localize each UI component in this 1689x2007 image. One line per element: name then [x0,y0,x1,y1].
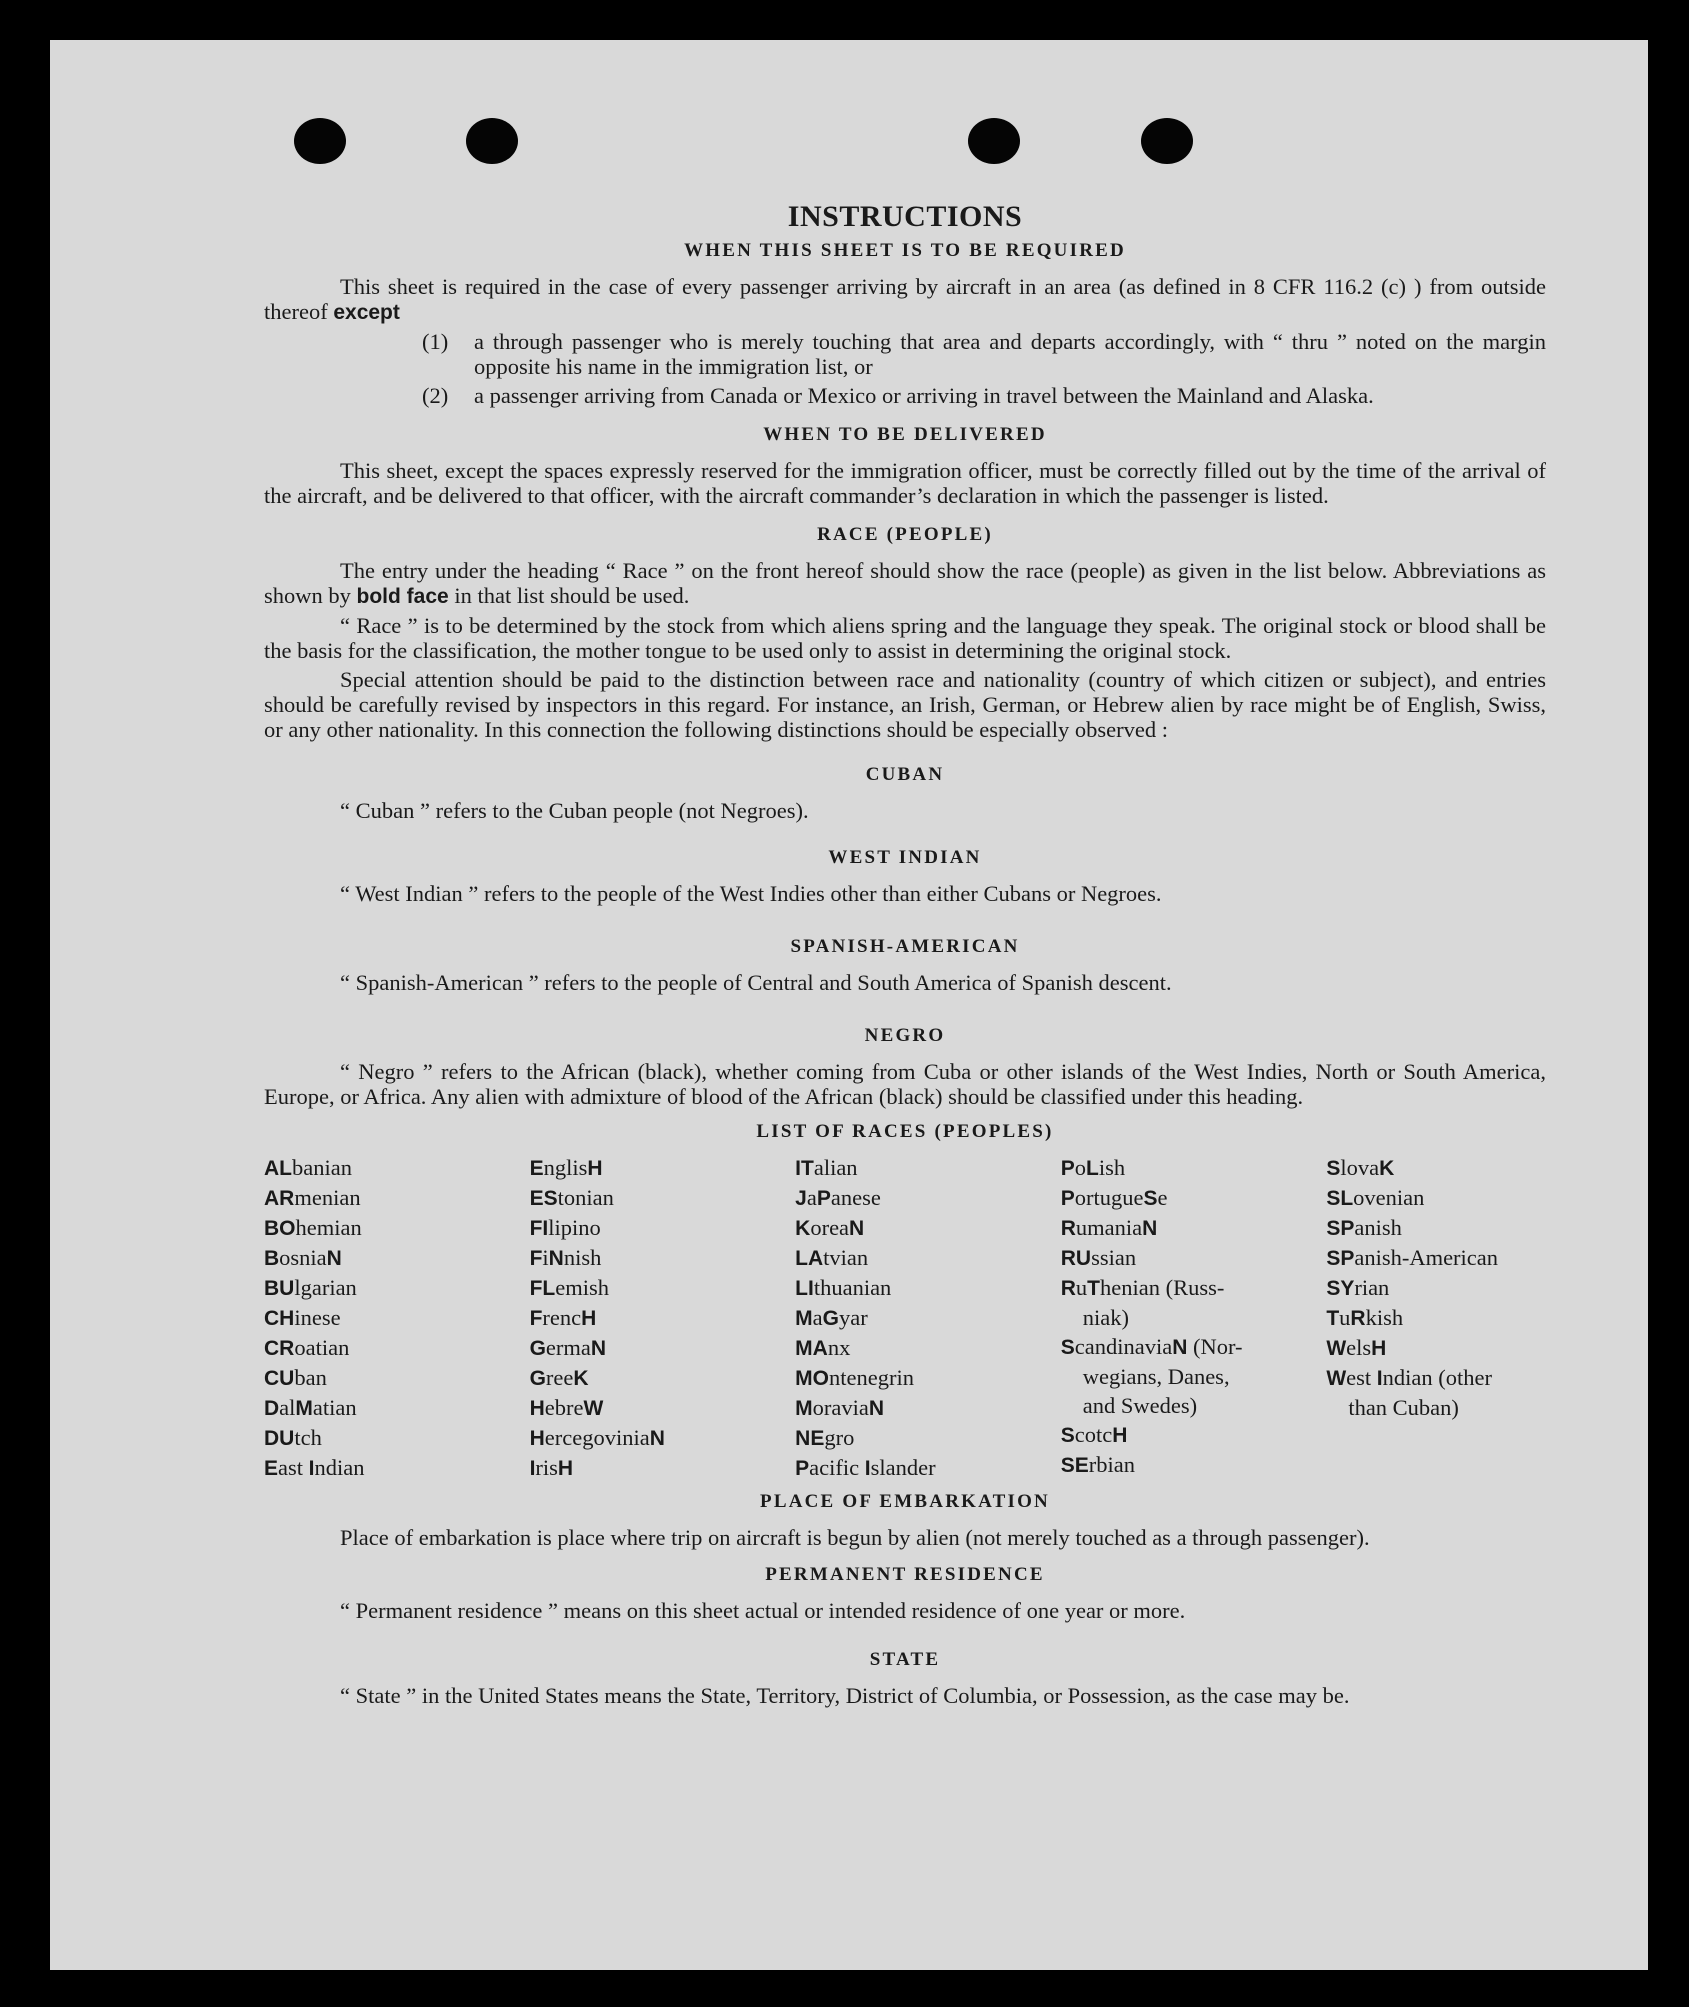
race-entry: DalMatian [264,1395,357,1420]
race-entry: MaGyar [795,1305,868,1330]
race-entry: TuRkish [1326,1305,1404,1330]
race-entry: RuThenian (Russ- niak) [1060,1275,1225,1330]
heading-negro: NEGRO [864,1025,946,1046]
race-entry: DUtch [264,1425,322,1450]
heading-when-delivered: WHEN TO BE DELIVERED [763,424,1047,445]
race-entry: KoreaN [795,1215,865,1240]
heading-race: RACE (PEOPLE) [817,524,993,545]
page-title: INSTRUCTIONS [787,200,1023,233]
heading-permanent-residence: PERMANENT RESIDENCE [765,1564,1045,1585]
race-entry: JaPanese [795,1185,881,1210]
race-entry: FIlipino [529,1215,601,1240]
race-column [795,1153,1061,1483]
race-entry: SPanish [1326,1215,1402,1240]
exception-item-1: (1) a through passenger who is merely touching that area and departs accordingly, with “ thru ” noted on the margin opposite his name in the immigration list, or [422,329,1546,379]
when-delivered-text: This sheet, except the spaces expressly reserved for the immigration officer, must be correctly filled out by the time of the arrival of the aircraft, and be delivered to that officer, with the aircraft commander’s declaration in which the passenger is listed. [264,458,1546,508]
race-entry: EnglisH [529,1155,603,1180]
race-paragraph-2: “ Race ” is to be determined by the stock from which aliens spring and the language they speak. The original stock or blood shall be the basis for the classification, the mother tongue to be used only to assist in determining the original stock. [264,613,1546,663]
west-indian-text: “ West Indian ” refers to the people of the West Indies other than either Cubans or Negroes. [340,881,1162,906]
race-column [1326,1153,1546,1483]
heading-embarkation: PLACE OF EMBARKATION [760,1491,1050,1512]
heading-when-required: WHEN THIS SHEET IS TO BE REQUIRED [684,240,1126,261]
race-entry: HercegoviniaN [529,1425,665,1450]
race-column [530,1153,796,1483]
race-entry: GermaN [529,1335,607,1360]
race-entry: SErbian [1060,1452,1135,1477]
punch-hole [466,118,518,164]
race-entry: West Indian (other than Cuban) [1326,1365,1492,1420]
exception-item-2: (2) a passenger arriving from Canada or Mexico or arriving in travel between the Mainland and Alaska. [422,383,1374,408]
race-entry: SYrian [1326,1275,1390,1300]
heading-list-of-races: LIST OF RACES (PEOPLES) [756,1121,1054,1142]
race-entry: BOhemian [264,1215,362,1240]
race-entry: LAtvian [795,1245,869,1270]
heading-cuban: CUBAN [865,764,945,785]
race-entry: BosniaN [264,1245,342,1270]
race-entry: SlovaK [1326,1155,1395,1180]
instructions-content [264,200,1546,1708]
race-entry: Pacific Islander [795,1455,936,1480]
cuban-text: “ Cuban ” refers to the Cuban people (not Negroes). [340,798,809,823]
race-entry: HebreW [529,1395,604,1420]
race-entry: ScotcH [1060,1422,1128,1447]
race-entry: PortugueSe [1060,1185,1168,1210]
punch-hole [1141,118,1193,164]
race-entry: MoraviaN [795,1395,885,1420]
race-entry: CHinese [264,1305,341,1330]
race-entry: FLemish [529,1275,609,1300]
residence-text: “ Permanent residence ” means on this sheet actual or intended residence of one year or more. [340,1598,1186,1623]
race-entry: East Indian [264,1455,365,1480]
race-entry: LIthuanian [795,1275,892,1300]
race-entry: CUban [264,1365,327,1390]
race-entry: MAnx [795,1335,851,1360]
race-entry: ALbanian [264,1155,352,1180]
bold-face-bold: bold face [356,585,449,608]
heading-west-indian: WEST INDIAN [828,847,982,868]
race-entry: FrencH [529,1305,597,1330]
race-entry: RumaniaN [1060,1215,1158,1240]
race-column [1061,1153,1327,1483]
race-entry: NEgro [795,1425,855,1450]
race-entry: FiNnish [529,1245,602,1270]
race-entry: WelsH [1326,1335,1387,1360]
race-paragraph-3: Special attention should be paid to the distinction between race and nationality (country of which citizen or subject), and entries should be carefully revised by inspectors in this regard. For instance, an Irish, German, or Hebrew alien by race might be of English, Swiss, or any other nationality. In this connection the following distinctions should be especially observed : [264,667,1546,742]
race-entry: SPanish-American [1326,1245,1499,1270]
embarkation-text: Place of embarkation is place where trip on aircraft is begun by alien (not merely touched as a through passenger). [340,1525,1370,1550]
negro-text: “ Negro ” refers to the African (black), whether coming from Cuba or other islands of the West Indies, North or South America, Europe, or Africa. Any alien with admixture of blood of the African (black) should be classified under this heading. [264,1059,1546,1109]
race-entry: BUlgarian [264,1275,357,1300]
race-entry: SLovenian [1326,1185,1425,1210]
race-entry: PoLish [1060,1155,1126,1180]
state-text: “ State ” in the United States means the State, Territory, District of Columbia, or Possession, as the case may be. [340,1683,1350,1708]
punch-hole [968,118,1020,164]
race-entry: MOntenegrin [795,1365,914,1390]
races-list [264,1153,1546,1483]
spanish-american-text: “ Spanish-American ” refers to the people of Central and South America of Spanish descent. [340,970,1172,995]
document-sheet [50,40,1648,1970]
race-entry: ITalian [795,1155,858,1180]
race-entry: CRoatian [264,1335,350,1360]
when-required-intro: This sheet is required in the case of every passenger arriving by aircraft in an area (as defined in 8 CFR 116.2 (c) ) from outside thereof except [264,274,1546,324]
race-entry: EStonian [529,1185,614,1210]
race-paragraph-1: The entry under the heading “ Race ” on the front hereof should show the race (people) as given in the list below. Abbreviations as shown by bold face in that list should be used. [264,558,1546,608]
race-entry: IrisH [529,1455,574,1480]
heading-state: STATE [869,1649,941,1670]
race-column [264,1153,530,1483]
race-entry: ScandinaviaN (Nor- wegians, Danes, and Swedes) [1060,1334,1243,1418]
race-entry: RUssian [1060,1245,1137,1270]
except-bold: except [333,301,400,324]
race-entry: ARmenian [264,1185,361,1210]
heading-spanish-american: SPANISH-AMERICAN [790,936,1020,957]
race-entry: GreeK [529,1365,589,1390]
punch-hole [294,118,346,164]
